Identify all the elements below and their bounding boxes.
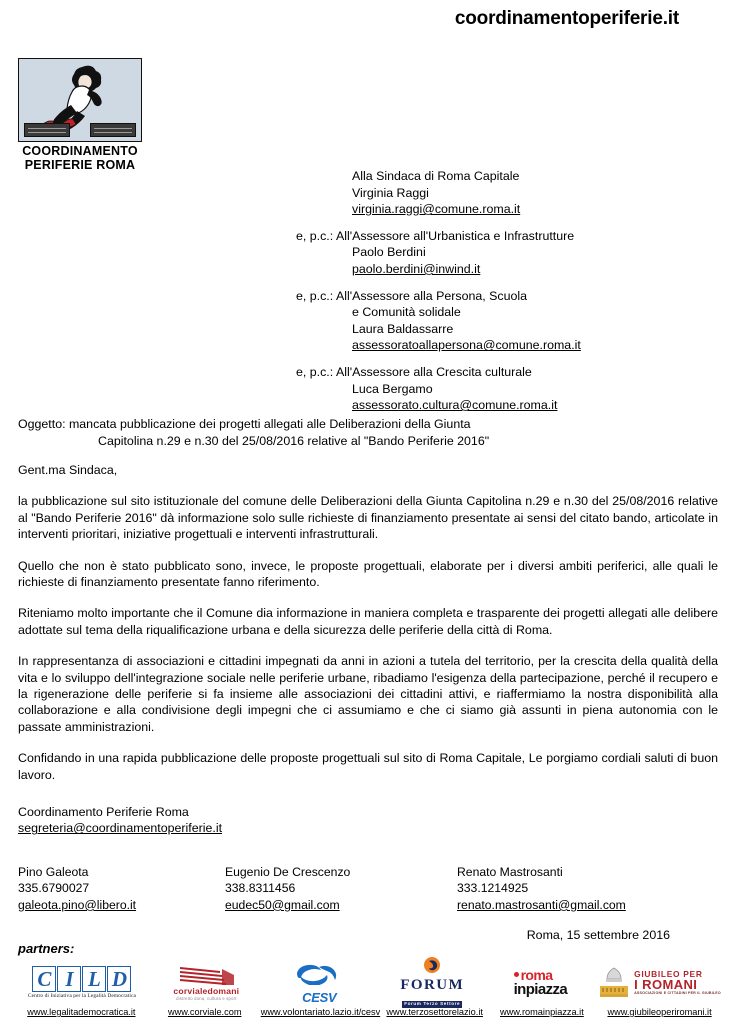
partner-logo-giubileoperiromani[interactable]: [592, 962, 726, 1004]
contact-email[interactable]: eudec50@gmail.com: [225, 897, 340, 912]
page-title: coordinamentoperiferie.it: [454, 8, 679, 29]
cesv-name: CESV: [302, 989, 337, 1005]
cild-letters: [28, 966, 136, 992]
recipient-line: Paolo Berdini: [352, 245, 426, 260]
recipient-email[interactable]: virginia.raggi@comune.roma.it: [352, 202, 521, 217]
cild-letter: L: [82, 966, 106, 992]
partner-logos-row: [14, 962, 726, 1004]
giubileo-tagline: ASSOCIAZIONI E CITTADINI PER IL GIUBILEO: [634, 991, 721, 996]
contact-email[interactable]: galeota.pino@libero.it: [18, 897, 137, 912]
recipient-group-urbanistica: [296, 228, 726, 278]
date-line: Roma, 15 settembre 2016: [526, 928, 670, 942]
contact-card: [18, 864, 225, 913]
recipient-role: All'Assessore alla Crescita culturale: [335, 364, 532, 379]
recipient-email[interactable]: paolo.berdini@inwind.it: [352, 261, 481, 276]
forum-swirl-icon: [419, 957, 445, 974]
giubileo-line-2: I ROMANI: [634, 977, 698, 993]
building-bars-icon: [176, 965, 236, 985]
recipient-group-crescita-culturale: [296, 364, 726, 414]
subject-block: [18, 416, 718, 450]
wall-segment-left: [24, 123, 70, 137]
salutation: Gent.ma Sindaca,: [18, 463, 118, 477]
logo-caption-line-1: COORDINAMENTO: [22, 144, 138, 158]
forum-tagline: Forum Terzo Settore: [404, 1001, 461, 1006]
cild-letter: C: [32, 966, 56, 992]
partner-url-forum[interactable]: www.terzosettorelazio.it: [386, 1007, 483, 1017]
partner-url-cesv[interactable]: www.volontariato.lazio.it/cesv: [260, 1007, 381, 1017]
recipient-role: All'Assessore all'Urbanistica e Infrastrutture: [335, 228, 575, 243]
partner-logo-forum[interactable]: [376, 962, 489, 1004]
recipient-group-sindaca: [296, 168, 726, 218]
subject-line-1: Oggetto: mancata pubblicazione dei progetti allegati alle Deliberazioni della Giunta: [18, 417, 471, 431]
signature-block: [18, 804, 222, 837]
inpiazza-dot-icon: [514, 972, 519, 977]
inpiazza-line-1: roma: [520, 967, 553, 984]
inpiazza-line-2: inpiazza: [513, 981, 568, 999]
pc-prefix: e, p.c.:: [296, 288, 336, 303]
pc-prefix: e, p.c.:: [296, 228, 336, 243]
partner-url-cild[interactable]: www.legalitademocratica.it: [27, 1007, 136, 1017]
contact-phone: 338.8311456: [225, 881, 296, 896]
cild-letter: D: [107, 966, 131, 992]
partner-logo-cesv[interactable]: [263, 962, 376, 1004]
paragraph: la pubblicazione sul sito istituzionale del comune delle Deliberazioni della Giunta Capitolina n.29 e n.30 del 25/08/2016 relative al "Bando Periferie 2016" dà informazione solo sulle richieste di finanziamento presentate ai sensi del citato bando, articolate in interventi prioritari, iniziative progettuali e interventi infrastrutturali.: [18, 494, 718, 542]
contact-phone: 333.1214925: [457, 881, 529, 896]
recipient-address-block: [296, 168, 726, 414]
letter-body: [18, 462, 718, 798]
pc-prefix: e, p.c.:: [296, 364, 336, 379]
signature-email[interactable]: segreteria@coordinamentoperiferie.it: [18, 821, 223, 836]
partner-logo-cild[interactable]: [14, 962, 150, 1004]
forum-name: FORUM: [400, 977, 465, 993]
subject-line-2: Capitolina n.29 e n.30 del 25/08/2016 relative al "Bando Periferie 2016": [98, 434, 490, 448]
recipient-email[interactable]: assessorato.cultura@comune.roma.it: [352, 398, 558, 413]
partner-url-corviale[interactable]: www.corviale.com: [167, 1007, 242, 1017]
paragraph: Riteniamo molto importante che il Comune dia informazione in maniera completa e trasparente dei progetti allegati alle delibere adottate sul tema della riqualificazione urbana e della sicurezza delle periferie della città di Roma.: [18, 606, 718, 637]
logo-caption: [18, 145, 142, 172]
signature-organization: Coordinamento Periferie Roma: [18, 805, 189, 819]
recipient-line: [296, 288, 726, 305]
partners-label: partners:: [18, 941, 75, 956]
recipient-line: Alla Sindaca di Roma Capitale: [352, 169, 520, 183]
contact-email[interactable]: renato.mastrosanti@gmail.com: [457, 897, 626, 912]
recipient-line: Virginia Raggi: [352, 185, 429, 200]
partner-logo-romainpiazza[interactable]: [489, 962, 592, 1004]
partner-logo-corvialedomani[interactable]: [150, 962, 263, 1004]
dome-colosseum-icon: [597, 966, 631, 1000]
contacts-row: [18, 864, 718, 913]
recipient-line: [296, 228, 726, 245]
recipient-line: [296, 364, 726, 381]
contact-name: Pino Galeota: [18, 865, 89, 879]
contact-name: Eugenio De Crescenzo: [225, 865, 351, 879]
cild-letter: I: [57, 966, 81, 992]
recipient-email[interactable]: assessoratoallapersona@comune.roma.it: [352, 338, 581, 353]
contact-phone: 335.6790027: [18, 881, 90, 896]
partner-url-romainpiazza[interactable]: www.romainpiazza.it: [500, 1007, 584, 1017]
paragraph: In rappresentanza di associazioni e cittadini impegnati da anni in azioni a tutela del territorio, per la crescita della qualità della vita e lo sviluppo dell'integrazione sociale nelle periferie urbane, ribadiamo l'esigenza della partecipazione, perché il recupero e la rigenerazione delle periferie si fa insieme alle associazioni dei cittadini attivi, e riaffermiamo la nostra disponibilità alla collaborazione e alla condivisione degli impegni che ci assumiamo e che ci siamo già assunti in piena autonomia con le passate amministrazioni.: [18, 654, 718, 734]
paragraph: Confidando in una rapida pubblicazione delle proposte progettuali sul sito di Roma Capitale, Le porgiamo cordiali saluti di buon lavoro.: [18, 751, 718, 782]
recipient-line: e Comunità solidale: [352, 305, 461, 320]
recipient-role: All'Assessore alla Persona, Scuola: [335, 288, 528, 303]
paragraph: Quello che non è stato pubblicato sono, invece, le proposte progettuali, elaborate per i diversi ambiti periferici, alle quali le richieste di finanziamento presentate fanno riferimento.: [18, 558, 718, 590]
corviale-name: corvialedomani: [173, 986, 240, 997]
organization-logo: [18, 58, 142, 172]
contact-card: [225, 864, 457, 913]
cild-tagline: Centro di Iniziativa per la Legalità Democratica: [27, 993, 136, 1000]
logo-image: [18, 58, 142, 142]
partner-url-giubileo[interactable]: www.giubileoperiromani.it: [607, 1007, 712, 1017]
giubileo-line-1: GIUBILEO PER: [634, 969, 703, 979]
corviale-tagline: distretto dona, cultura e sport: [176, 995, 237, 1001]
wall-segment-right: [90, 123, 136, 137]
recipient-line: Laura Baldassarre: [352, 321, 454, 336]
partner-urls-row: [14, 1007, 726, 1017]
contact-name: Renato Mastrosanti: [457, 865, 563, 879]
recipient-line: Luca Bergamo: [352, 381, 433, 396]
logo-caption-line-2: PERIFERIE ROMA: [24, 157, 136, 172]
contact-card: [457, 864, 717, 913]
recipient-group-persona-scuola: [296, 288, 726, 354]
cesv-wave-icon: [291, 963, 347, 985]
